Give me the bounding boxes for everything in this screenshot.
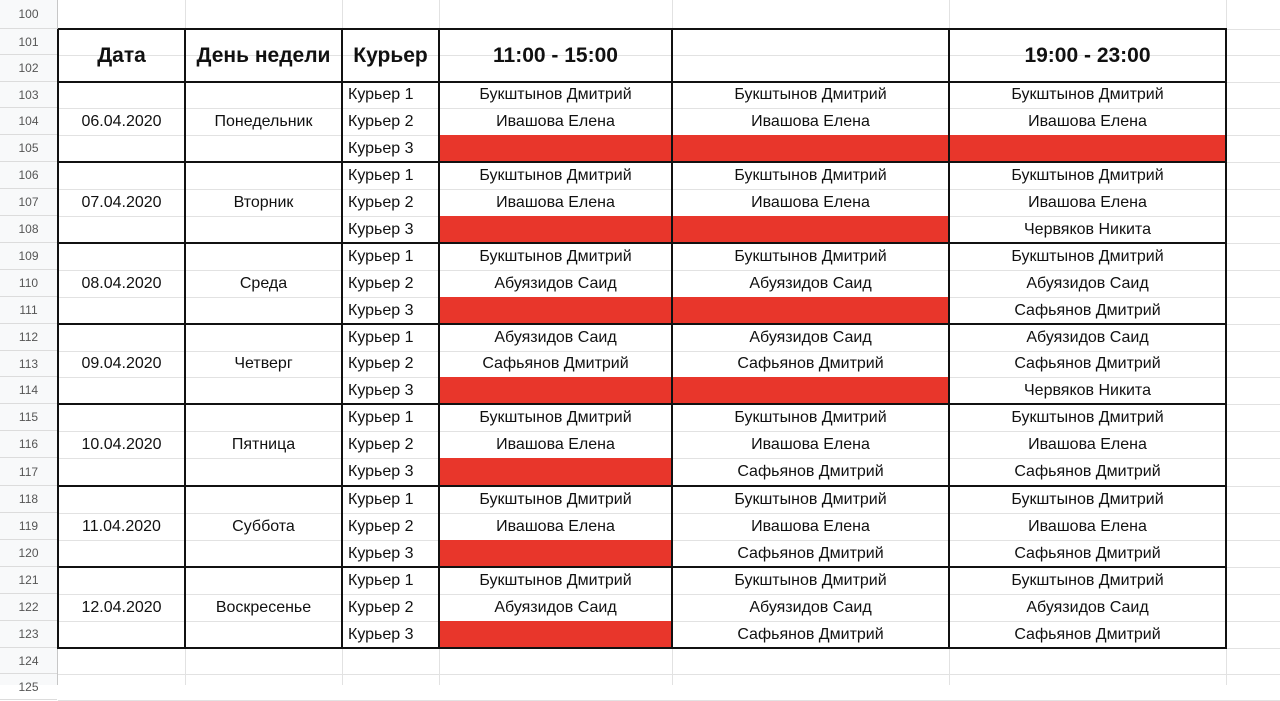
assignment-cell[interactable]: Ивашова Елена bbox=[1028, 517, 1147, 535]
border-line bbox=[58, 81, 1227, 83]
empty-slot-cell[interactable] bbox=[672, 135, 949, 162]
courier-label[interactable]: Курьер 3 bbox=[348, 220, 414, 238]
assignment-cell[interactable]: Сафьянов Дмитрий bbox=[1014, 301, 1161, 319]
assignment-cell[interactable]: Абуязидов Саид bbox=[749, 598, 872, 616]
row-number[interactable]: 118 bbox=[0, 486, 57, 513]
assignment-cell[interactable]: Сафьянов Дмитрий bbox=[737, 625, 884, 643]
date-cell[interactable]: 10.04.2020 bbox=[81, 436, 162, 453]
assignment-cell[interactable]: Букштынов Дмитрий bbox=[479, 571, 632, 589]
assignment-cell[interactable]: Абуязидов Саид bbox=[494, 328, 617, 346]
gridline-h bbox=[58, 674, 1280, 675]
row-number[interactable]: 102 bbox=[0, 55, 57, 82]
row-number[interactable]: 109 bbox=[0, 243, 57, 270]
assignment-cell[interactable]: Букштынов Дмитрий bbox=[734, 86, 887, 103]
empty-slot-cell[interactable] bbox=[672, 377, 949, 404]
assignment-cell[interactable]: Ивашова Елена bbox=[496, 193, 615, 211]
empty-slot-cell[interactable] bbox=[439, 621, 672, 648]
border-line bbox=[1225, 29, 1227, 649]
border-line bbox=[58, 323, 1227, 325]
assignment-cell[interactable]: Сафьянов Дмитрий bbox=[737, 355, 884, 372]
header-shift-2[interactable] bbox=[672, 29, 949, 82]
date-cell[interactable]: 09.04.2020 bbox=[81, 355, 162, 372]
row-number[interactable]: 111 bbox=[0, 297, 57, 324]
assignment-cell[interactable]: Сафьянов Дмитрий bbox=[1014, 625, 1161, 643]
row-number[interactable]: 124 bbox=[0, 648, 57, 674]
assignment-cell[interactable]: Абуязидов Саид bbox=[749, 328, 872, 346]
assignment-cell[interactable]: Сафьянов Дмитрий bbox=[1014, 463, 1161, 480]
empty-slot-cell[interactable] bbox=[439, 216, 672, 243]
courier-label[interactable]: Курьер 2 bbox=[348, 355, 414, 372]
assignment-cell[interactable]: Букштынов Дмитрий bbox=[1011, 86, 1164, 103]
courier-label[interactable]: Курьер 1 bbox=[348, 166, 414, 184]
border-line bbox=[948, 29, 950, 649]
row-number[interactable]: 106 bbox=[0, 162, 57, 189]
assignment-cell[interactable]: Букштынов Дмитрий bbox=[1011, 490, 1164, 508]
row-number[interactable]: 115 bbox=[0, 404, 57, 431]
empty-slot-cell[interactable] bbox=[949, 135, 1226, 162]
courier-label[interactable]: Курьер 3 bbox=[348, 625, 414, 643]
assignment-cell[interactable]: Букштынов Дмитрий bbox=[479, 490, 632, 508]
row-headers bbox=[0, 0, 58, 694]
courier-label[interactable]: Курьер 2 bbox=[348, 517, 414, 535]
row-number[interactable]: 113 bbox=[0, 351, 57, 377]
border-line bbox=[341, 29, 343, 649]
weekday-cell[interactable]: Вторник bbox=[233, 193, 294, 211]
row-number[interactable]: 119 bbox=[0, 513, 57, 540]
border-line bbox=[58, 161, 1227, 163]
weekday-cell[interactable]: Четверг bbox=[234, 355, 293, 372]
courier-label[interactable]: Курьер 2 bbox=[348, 598, 414, 616]
assignment-cell[interactable]: Абуязидов Саид bbox=[1026, 598, 1149, 616]
header-shift-1[interactable]: 11:00 - 15:00 bbox=[493, 43, 618, 67]
courier-label[interactable]: Курьер 2 bbox=[348, 112, 414, 130]
assignment-cell[interactable]: Букштынов Дмитрий bbox=[1011, 571, 1164, 589]
assignment-cell[interactable]: Букштынов Дмитрий bbox=[734, 408, 887, 426]
empty-slot-cell[interactable] bbox=[439, 540, 672, 567]
border-line bbox=[58, 28, 1227, 30]
header-courier[interactable]: Курьер bbox=[353, 43, 428, 67]
empty-slot-cell[interactable] bbox=[439, 458, 672, 486]
border-line bbox=[58, 647, 1227, 649]
assignment-cell[interactable]: Абуязидов Саид bbox=[494, 598, 617, 616]
courier-label[interactable]: Курьер 2 bbox=[348, 193, 414, 211]
border-line bbox=[438, 29, 440, 649]
assignment-cell[interactable]: Букштынов Дмитрий bbox=[734, 247, 887, 265]
border-line bbox=[58, 242, 1227, 244]
empty-slot-cell[interactable] bbox=[439, 297, 672, 324]
row-number[interactable]: 110 bbox=[0, 270, 57, 297]
empty-slot-cell[interactable] bbox=[439, 377, 672, 404]
assignment-cell[interactable]: Букштынов Дмитрий bbox=[734, 166, 887, 184]
row-number[interactable]: 117 bbox=[0, 458, 57, 486]
border-line bbox=[671, 29, 673, 649]
row-number[interactable]: 114 bbox=[0, 377, 57, 404]
border-line bbox=[57, 29, 59, 649]
weekday-cell[interactable]: Понедельник bbox=[214, 113, 313, 130]
assignment-cell[interactable]: Букштынов Дмитрий bbox=[479, 166, 632, 184]
assignment-cell[interactable]: Абуязидов Саид bbox=[749, 274, 872, 292]
assignment-cell[interactable]: Букштынов Дмитрий bbox=[479, 86, 632, 103]
assignment-cell[interactable]: Букштынов Дмитрий bbox=[479, 247, 632, 265]
assignment-cell[interactable]: Абуязидов Саид bbox=[494, 274, 617, 292]
row-number[interactable]: 116 bbox=[0, 431, 57, 458]
assignment-cell[interactable]: Сафьянов Дмитрий bbox=[737, 544, 884, 562]
weekday-cell[interactable]: Суббота bbox=[232, 517, 295, 535]
weekday-cell[interactable]: Воскресенье bbox=[215, 598, 312, 616]
empty-slot-cell[interactable] bbox=[672, 216, 949, 243]
assignment-cell[interactable]: Букштынов Дмитрий bbox=[734, 490, 887, 508]
row-number[interactable]: 123 bbox=[0, 621, 57, 648]
date-cell[interactable]: 08.04.2020 bbox=[81, 274, 162, 292]
date-cell[interactable]: 07.04.2020 bbox=[81, 193, 162, 211]
date-cell[interactable]: 12.04.2020 bbox=[81, 598, 162, 616]
assignment-cell[interactable]: Ивашова Елена bbox=[1028, 193, 1147, 211]
row-number[interactable]: 125 bbox=[0, 674, 57, 700]
date-cell[interactable]: 11.04.2020 bbox=[82, 517, 161, 535]
row-number[interactable]: 100 bbox=[0, 0, 57, 29]
assignment-cell[interactable]: Ивашова Елена bbox=[1028, 112, 1147, 130]
assignment-cell[interactable]: Абуязидов Саид bbox=[1026, 274, 1149, 292]
border-line bbox=[58, 566, 1227, 568]
courier-label[interactable]: Курьер 1 bbox=[348, 86, 414, 103]
assignment-cell[interactable]: Ивашова Елена bbox=[751, 435, 870, 453]
assignment-cell[interactable]: Букштынов Дмитрий bbox=[1011, 408, 1164, 426]
row-number[interactable]: 105 bbox=[0, 135, 57, 162]
row-number[interactable]: 103 bbox=[0, 82, 57, 108]
assignment-cell[interactable]: Сафьянов Дмитрий bbox=[1014, 544, 1161, 562]
weekday-cell[interactable]: Среда bbox=[239, 274, 288, 292]
row-number[interactable]: 101 bbox=[0, 29, 57, 55]
assignment-cell[interactable]: Сафьянов Дмитрий bbox=[737, 463, 884, 480]
header-date[interactable]: Дата bbox=[97, 43, 146, 67]
assignment-cell[interactable]: Букштынов Дмитрий bbox=[1011, 247, 1164, 265]
assignment-cell[interactable]: Ивашова Елена bbox=[751, 517, 870, 535]
assignment-cell[interactable]: Ивашова Елена bbox=[496, 112, 615, 130]
assignment-cell[interactable]: Ивашова Елена bbox=[751, 193, 870, 211]
header-shift-3[interactable]: 19:00 - 23:00 bbox=[1024, 43, 1151, 67]
border-line bbox=[184, 29, 186, 649]
courier-label[interactable]: Курьер 1 bbox=[348, 571, 414, 589]
assignment-cell[interactable]: Букштынов Дмитрий bbox=[734, 571, 887, 589]
assignment-cell[interactable]: Букштынов Дмитрий bbox=[479, 408, 632, 426]
courier-label[interactable]: Курьер 1 bbox=[348, 328, 414, 346]
assignment-cell[interactable]: Червяков Никита bbox=[1024, 220, 1151, 238]
assignment-cell[interactable]: Ивашова Елена bbox=[751, 112, 870, 130]
courier-label[interactable]: Курьер 3 bbox=[348, 301, 414, 319]
row-number[interactable]: 112 bbox=[0, 324, 57, 351]
assignment-cell[interactable]: Ивашова Елена bbox=[496, 517, 615, 535]
row-number[interactable]: 121 bbox=[0, 567, 57, 594]
assignment-cell[interactable]: Ивашова Елена bbox=[1028, 435, 1147, 453]
empty-slot-cell[interactable] bbox=[439, 135, 672, 162]
courier-label[interactable]: Курьер 3 bbox=[348, 139, 414, 157]
assignment-cell[interactable]: Ивашова Елена bbox=[496, 435, 615, 453]
assignment-cell[interactable]: Абуязидов Саид bbox=[1026, 328, 1149, 346]
assignment-cell[interactable]: Букштынов Дмитрий bbox=[1011, 166, 1164, 184]
row-number[interactable]: 108 bbox=[0, 216, 57, 243]
assignment-cell[interactable]: Червяков Никита bbox=[1024, 381, 1151, 399]
courier-label[interactable]: Курьер 3 bbox=[348, 381, 414, 399]
assignment-cell[interactable]: Сафьянов Дмитрий bbox=[1014, 355, 1161, 372]
courier-label[interactable]: Курьер 2 bbox=[348, 274, 414, 292]
courier-label[interactable]: Курьер 1 bbox=[348, 490, 414, 508]
assignment-cell[interactable]: Сафьянов Дмитрий bbox=[482, 355, 629, 372]
courier-label[interactable]: Курьер 1 bbox=[348, 247, 414, 265]
courier-label[interactable]: Курьер 3 bbox=[348, 463, 414, 480]
row-number[interactable]: 120 bbox=[0, 540, 57, 567]
date-cell[interactable]: 06.04.2020 bbox=[81, 113, 162, 130]
row-number[interactable]: 107 bbox=[0, 189, 57, 216]
weekday-cell[interactable]: Пятница bbox=[231, 436, 296, 453]
courier-label[interactable]: Курьер 3 bbox=[348, 544, 414, 562]
courier-label[interactable]: Курьер 1 bbox=[348, 408, 414, 426]
border-line bbox=[58, 485, 1227, 487]
header-weekday[interactable]: День недели bbox=[196, 43, 331, 67]
row-number[interactable]: 122 bbox=[0, 594, 57, 621]
row-number[interactable]: 104 bbox=[0, 108, 57, 135]
courier-label[interactable]: Курьер 2 bbox=[348, 435, 414, 453]
border-line bbox=[58, 403, 1227, 405]
empty-slot-cell[interactable] bbox=[672, 297, 949, 324]
